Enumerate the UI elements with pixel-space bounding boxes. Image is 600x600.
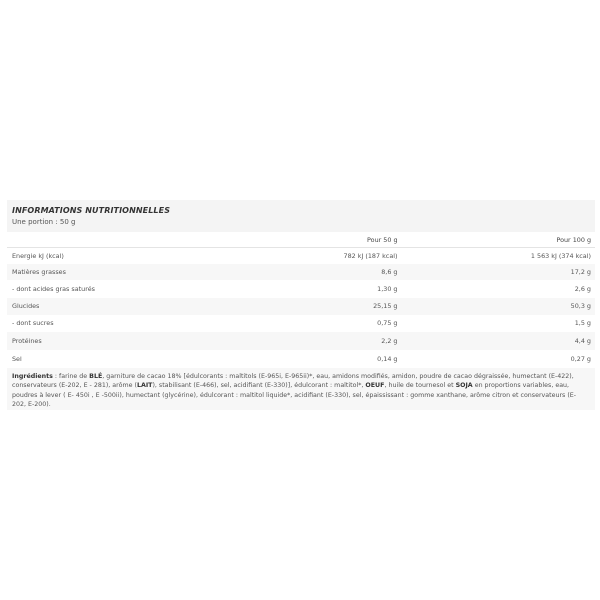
table-header-row bbox=[7, 232, 595, 248]
ingredients-list bbox=[12, 373, 576, 409]
value-per-100g: 17,2 g bbox=[402, 264, 596, 280]
row-label: Glucides bbox=[7, 298, 208, 315]
row-label: Matières grasses bbox=[7, 264, 208, 280]
value-per-100g: 2,6 g bbox=[574, 284, 591, 293]
value-per-50g: 25,15 g bbox=[208, 298, 402, 315]
value-per-50g: 2,2 g bbox=[208, 332, 402, 350]
nutrition-title: INFORMATIONS NUTRITIONNELLES bbox=[12, 206, 171, 215]
nutrition-panel bbox=[7, 200, 595, 410]
row-label: Energie kJ (kcal) bbox=[12, 251, 64, 260]
ingredient-text: , garniture de cacao 18% [édulcorants : maltitols (E-965i, E-965ii)*, eau, amidons modifiés, amidon, poudre de cacao dégraissée, humectant (E-422), conservateurs (E-202, E - 281), arôme ( bbox=[12, 372, 574, 390]
row-label: Sel bbox=[12, 354, 22, 363]
ingredient-text: : farine de bbox=[52, 372, 90, 380]
value-per-50g: 1,30 g bbox=[377, 284, 398, 293]
row-label: - dont acides gras saturés bbox=[12, 284, 95, 293]
value-per-50g: 0,75 g bbox=[377, 319, 398, 327]
ingredient-text: , huile de tournesol et bbox=[384, 382, 456, 390]
portion-size: Une portion : 50 g bbox=[12, 218, 76, 226]
value-per-100g: 1 563 kJ (374 kcal) bbox=[530, 251, 591, 260]
header-label bbox=[7, 232, 208, 248]
allergen-text: LAIT bbox=[136, 382, 153, 390]
value-per-100g: 50,3 g bbox=[402, 298, 596, 315]
table-row bbox=[7, 350, 595, 368]
header-per-100g: Pour 100 g bbox=[402, 232, 596, 248]
table-row bbox=[7, 248, 595, 264]
allergen-text: OEUF bbox=[365, 382, 385, 390]
ingredient-text: en proportions variables, eau, poudres à lever ( E- 450i , E -500ii), humectant (glycérine), édulcorant : maltitol liquide*, acidifiant (E-330), sel, épaississant : gomme xanthane, arôme citron et conservateurs (E-202, E-200). bbox=[12, 382, 577, 409]
value-per-100g: 1,5 g bbox=[574, 319, 591, 327]
value-per-50g: 8,6 g bbox=[208, 264, 402, 280]
value-per-100g: 4,4 g bbox=[402, 332, 596, 350]
value-per-100g: 0,27 g bbox=[570, 354, 591, 363]
value-per-50g: 782 kJ (187 kcal) bbox=[343, 251, 398, 260]
allergen-text: BLÉ bbox=[89, 372, 103, 380]
header-per-50g: Pour 50 g bbox=[208, 232, 402, 248]
nutrition-table bbox=[7, 232, 595, 368]
nutrition-header bbox=[7, 200, 595, 232]
table-row bbox=[7, 332, 595, 350]
table-row bbox=[7, 280, 595, 298]
table-row bbox=[7, 315, 595, 332]
allergen-text: SOJA bbox=[455, 382, 473, 390]
ingredients-label: Ingrédients bbox=[12, 372, 53, 380]
table-row bbox=[7, 298, 595, 315]
value-per-50g: 0,14 g bbox=[377, 354, 398, 363]
table-row bbox=[7, 264, 595, 280]
ingredients-text bbox=[7, 368, 595, 410]
row-label: Protéines bbox=[7, 332, 208, 350]
ingredient-text: ), stabilisant (E-466), sel, acidifiant (E-330)], édulcorant : maltitol*, bbox=[152, 382, 366, 390]
row-label: - dont sucres bbox=[12, 319, 54, 327]
